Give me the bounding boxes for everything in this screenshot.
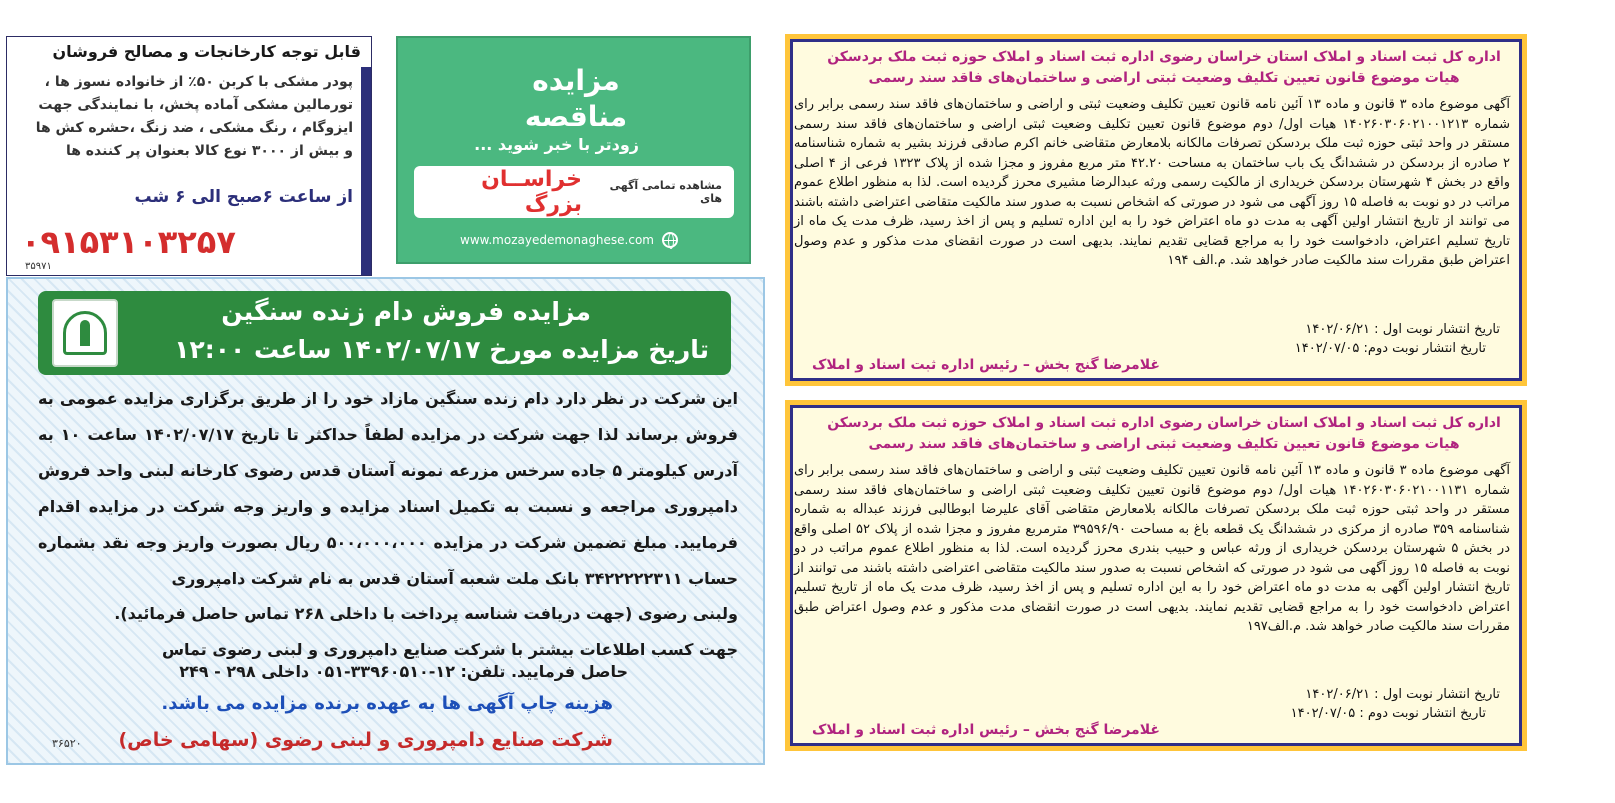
notice-body: آگهی موضوع ماده ۳ قانون و ماده ۱۳ آئین نامه قانون تعیین تکلیف وضعیت ثبتی و اراضی و ساختمان‌های فاقد سند رسمی برابر رای شماره ۱۴۰۲۶۰۳۰۶۰۲۱۰۰۱۲۱۳ هیات اول/ دوم موضوع قانون تعیین تکلیف وضعیت ثبتی اراضی و ساختمان‌های فاقد سند رسمی مستقر در واحد ثبتی حوزه ثبت ملک بردسکن تصرفات مالکانه بلامعارض متقاضی خانم اکرم صادقی فرزند بشیر به شماره شناسنامه ۲ صادره از بردسکن در ششدانگ یک باب ساختمان به مساحت ۴۲.۲۰ متر مربع مفروز و مجزا شده از پلاک ۱۳۲۳ فرعی از ۴ اصلی واقع در بخش ۴ شهرستان بردسکن خریداری از مالکیت رسمی ورثه عبدالرضا مشیری محرز گردیده است. لذا به منظور اطلاع عموم مراتب در دو نوبت به فاصله ۱۵ روز آگهی می شود در صورتی که اشخاص نسبت به صدور سند مالکیت متقاضی اعتراضی داشته باشند می توانند از تاریخ انتشار اولین آگهی به مدت دو ماه اعتراض خود را به این اداره تسلیم و پس از اخذ رسید، ظرف مدت یک ماه از تاریخ تسلیم اعتراض، دادخواست خود را به مراجع قضایی تقدیم نمایند. بدیهی است در صورت انقضای مدت مذکور و عدم وصول اعتراض طبق مقررات سند مالکیت صادر خواهد شد. م.الف ۱۹۴ <box>794 97 1510 268</box>
cta-label: مشاهده تمامی آگهی های <box>609 179 722 205</box>
view-all-ads-button[interactable] <box>414 166 734 218</box>
notice-date-second: تاریخ انتشار نوبت دوم: ۱۴۰۲/۰۷/۰۵ <box>1294 341 1486 356</box>
website-link[interactable] <box>460 232 678 248</box>
auction-body: این شرکت در نظر دارد دام زنده سنگین مازاد خود را از طریق برگزاری مزایده عمومی به فروش برساند لذا جهت شرکت در مزایده لطفاً حداکثر تا تاریخ ۱۴۰۲/۰۷/۱۷ ساعت ۱۰ به آدرس کیلومتر ۵ جاده سرخس مزرعه نمونه آستان قدس رضوی کارخانه لبنی واحد فروش دامپروری مراجعه و نسبت به تکمیل اسناد مزایده و واریز وجه شرکت در مزایده اقدام فرمایید. مبلغ تضمین شرکت در مزایده ۵۰۰،۰۰۰،۰۰۰ ریال بصورت واریز وجه نقد بشماره حساب ۳۴۲۲۲۲۲۳۱۱ بانک ملت شعبه آستان قدس به نام شرکت دامپروری <box>38 389 739 588</box>
shrine-icon <box>63 311 107 355</box>
ad-body <box>25 71 353 189</box>
auction-payment-note: ولبنی رضوی (جهت دریافت شناسه پرداخت با داخلی ۲۶۸ تماس حاصل فرمائید). <box>114 604 738 623</box>
registration-notice <box>785 400 1527 751</box>
auction-contact: جهت کسب اطلاعات بیشتر با شرکت صنایع دامپروری و لبنی رضوی تماس <box>161 640 738 659</box>
notice-heading: اداره کل ثبت اسناد و املاک استان خراسان رضوی اداره ثبت اسناد و املاک حوزه ثبت ملک بردسکن <box>827 49 1501 65</box>
cta-region: خراســان بزرگ <box>481 167 582 217</box>
ad-phone-number[interactable]: ۰۹۱۵۳۱۰۳۲۵۷ <box>21 223 236 261</box>
auction-header <box>38 291 731 375</box>
notice-signature: غلامرضا گنج بخش – رئیس اداره ثبت اسناد و املاک <box>812 722 1160 738</box>
brand-logo <box>506 60 646 132</box>
brand-promo-ad <box>396 36 751 264</box>
registration-notice <box>785 34 1527 386</box>
livestock-auction-ad <box>6 277 765 765</box>
ad-side-bar <box>361 37 371 275</box>
brand-logo-line1: مزایده <box>532 64 620 97</box>
notice-subheading: هیات موضوع قانون تعیین تکلیف وضعیت ثبتی اراضی و ساختمان‌های فاقد سند رسمی <box>868 70 1460 86</box>
ad-code: ۳۶۵۲۰ <box>52 737 82 750</box>
notice-subheading: هیات موضوع قانون تعیین تکلیف وضعیت ثبتی اراضی و ساختمان‌های فاقد سند رسمی <box>868 436 1460 452</box>
notice-date-first: تاریخ انتشار نوبت اول : ۱۴۰۲/۰۶/۲۱ <box>1305 322 1500 337</box>
brand-tagline: زودتر با خبر شوید ... <box>474 135 639 154</box>
auction-phone: حاصل فرمایید. تلفن: ۱۲-۳۳۹۶۰۵۱۰-۰۵۱ داخلی ۲۹۸ - ۲۴۹ <box>179 662 628 681</box>
website-url: www.mozayedemonaghese.com <box>460 233 654 247</box>
notice-body: آگهی موضوع ماده ۳ قانون و ماده ۱۳ آئین نامه قانون تعیین تکلیف وضعیت ثبتی و اراضی و ساختمان‌های فاقد سند رسمی برابر رای شماره ۱۴۰۲۶۰۳۰۶۰۲۱۰۰۱۱۳۱ هیات اول/ دوم موضوع قانون تعیین تکلیف وضعیت ثبتی اراضی و ساختمان‌های فاقد سند رسمی مستقر در واحد ثبتی حوزه ثبت ملک بردسکن تصرفات مالکانه بلامعارض متقاضی آقای علیرضا ابوطالبی فرزند عبداله به شماره شناسنامه ۳۵۹ صادره از مرکزی در ششدانگ یک قطعه باغ به مساحت ۳۹۵۹۶/۹۰ مترمربع مفروز و مجزا شده از پلاک ۵۲ اصلی واقع در بخش ۵ شهرستان بردسکن خریداری از ورثه عباس و حبیب بندری محرز گردیده است. لذا به منظور اطلاع عموم مراتب در دو نوبت به فاصله ۱۵ روز آگهی می شود در صورتی که اشخاص نسبت به صدور سند مالکیت متقاضی اعتراضی داشته باشند می توانند از تاریخ انتشار اولین آگهی به مدت دو ماه اعتراض خود را به این اداره تسلیم و پس از اخذ رسید، ظرف مدت یک ماه از تاریخ تسلیم اعتراض دادخواست خود را به مراجع قضایی تقدیم نمایند. بدیهی است در صورت انقضای مدت مذکور و عدم وصول اعتراض طبق مقررات سند مالکیت صادر خواهد شد. م.الف۱۹۷ <box>794 463 1510 634</box>
ad-hours: از ساعت ۶صبح الی ۶ شب <box>134 187 353 207</box>
auction-cost-note: هزینه چاپ آگهی ها به عهده برنده مزایده می باشد. <box>161 693 613 714</box>
auction-title: مزایده فروش دام زنده سنگین <box>221 297 591 326</box>
ad-line: ایزوگام ، رنگ مشکی ، ضد زنگ ،حشره کش ها <box>35 120 353 136</box>
globe-icon <box>662 232 678 248</box>
ad-code: ۳۵۹۷۱ <box>25 261 52 272</box>
organization-logo <box>52 299 118 367</box>
auction-date: تاریخ مزایده مورخ ۱۴۰۲/۰۷/۱۷ ساعت ۱۲:۰۰ <box>174 335 709 364</box>
kitchenware-ad <box>6 36 372 276</box>
notice-signature: غلامرضا گنج بخش – رئیس اداره ثبت اسناد و املاک <box>812 357 1160 373</box>
notice-heading: اداره کل ثبت اسناد و املاک استان خراسان رضوی اداره ثبت اسناد و املاک حوزه ثبت ملک بردسکن <box>827 415 1501 431</box>
ad-line: پودر مشکی با کربن ۵۰٪ از خانواده نسوز ها ، <box>44 74 353 90</box>
ad-heading: قابل توجه کارخانجات و مصالح فروشان <box>7 37 371 67</box>
notice-date-first: تاریخ انتشار نوبت اول : ۱۴۰۲/۰۶/۲۱ <box>1305 687 1500 702</box>
brand-logo-line2: مناقصه <box>524 100 628 132</box>
auction-company: شرکت صنایع دامپروری و لبنی رضوی (سهامی خاص) <box>118 729 613 751</box>
ad-line: و بیش از ۳۰۰۰ نوع کالا بعنوان پر کننده ها <box>65 143 353 159</box>
ad-line: تورمالین مشکی آماده پخش، با نمایندگی جهت <box>38 97 353 113</box>
notice-date-second: تاریخ انتشار نوبت دوم : ۱۴۰۲/۰۷/۰۵ <box>1290 706 1486 721</box>
